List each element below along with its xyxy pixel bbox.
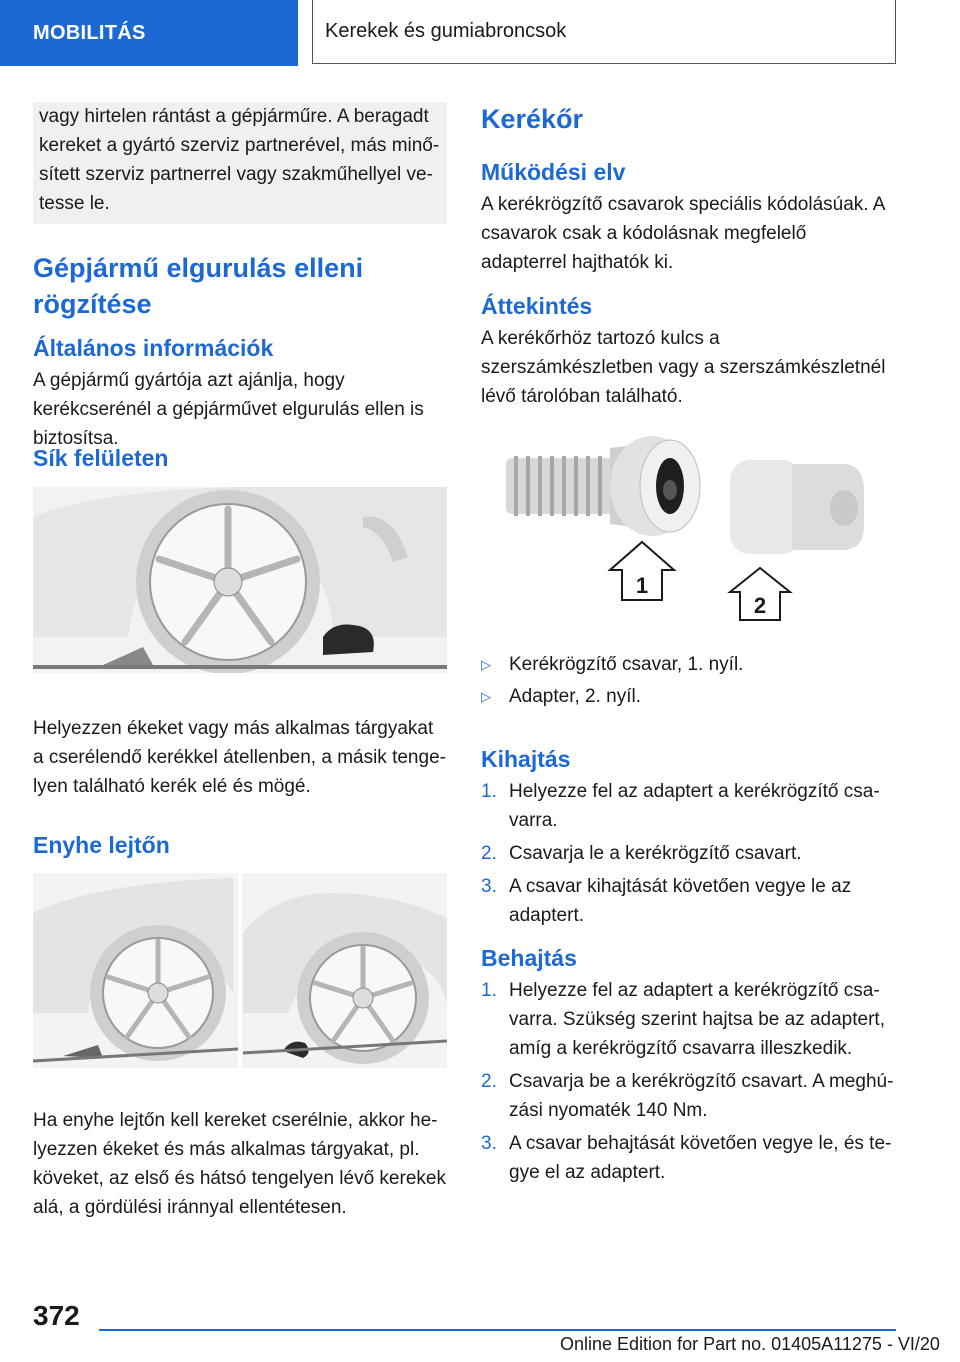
- slope-text: Ha enyhe lejtőn kell kereket cserélnie, akkor helyezzen ékeket és más alkalmas tárgyakat, pl. köveket, az első és hátsó tengelyen lévő kerekek alá, a gördülési iránnyal ellentétesen.: [33, 1110, 446, 1218]
- step-item: [481, 777, 897, 835]
- step-text: Csavarja be a kerékrögzítő csavart. A meghúzási nyomaték 140 Nm.: [509, 1071, 894, 1121]
- step-number: 1.: [481, 781, 497, 802]
- edition-note: Online Edition for Part no. 01405A11275 - VI/20: [560, 1334, 940, 1354]
- slope-wheels-image: [33, 873, 447, 1068]
- step-number: 3.: [481, 876, 497, 897]
- triangle-bullet-icon: ▷: [481, 657, 491, 672]
- step-number: 2.: [481, 1071, 497, 1092]
- parts-list: [481, 650, 897, 711]
- flat-surface-text: Helyezzen ékeket vagy más alkalmas tárgyakat a cserélendő kerékkel átellenben, a másik tengelyen található kerék elé és mögé.: [33, 718, 446, 797]
- step-text: Helyezze fel az adaptert a kerékrögzítő csavarra. Szükség szerint hajtsa be az adaptert, amíg a kerékrögzítő csavarra illeszkedik.: [509, 980, 885, 1059]
- footer-rule: [99, 1329, 896, 1331]
- list-item: [481, 682, 897, 711]
- general-info-text: A gépjármű gyártója azt ajánlja, hogy kerékcserénél a gépjárművet elgurulás ellen is biztosítsa.: [33, 370, 424, 449]
- wheel-lock-bolt-adapter-image: [492, 430, 882, 630]
- heading-principle: Működési elv: [481, 159, 626, 185]
- heading-rollaway: [33, 250, 447, 322]
- step-text: Helyezze fel az adaptert a kerékrögzítő csavarra.: [509, 781, 880, 831]
- page-number: 372: [33, 1300, 80, 1331]
- principle-text: A kerékrögzítő csavarok speciális kódolásúak. A csavarok csak a kódolásnak megfelelő adapterrel hajthatók ki.: [481, 194, 885, 273]
- step-number: 3.: [481, 1133, 497, 1154]
- step-item: [481, 976, 897, 1063]
- flat-surface-wheel-image: [33, 487, 447, 673]
- heading-removal: Kihajtás: [481, 746, 571, 772]
- removal-steps: [481, 777, 897, 930]
- step-text: A csavar kihajtását követően vegye le az adaptert.: [509, 876, 852, 926]
- step-item: [481, 1067, 897, 1125]
- arrow-2-label: 2: [753, 593, 767, 618]
- heading-slight-slope: Enyhe lejtőn: [33, 832, 170, 858]
- heading-flat-surface: Sík felületen: [33, 445, 169, 471]
- step-text: A csavar behajtását követően vegye le, és tegye el az adaptert.: [509, 1133, 892, 1183]
- list-item-text: Kerékrögzítő csavar, 1. nyíl.: [509, 654, 744, 675]
- list-item: [481, 650, 897, 679]
- heading-general-info: Általános információk: [33, 335, 274, 361]
- note-text: vagy hirtelen rántást a gépjárműre. A beragadt kereket a gyártó szerviz partnerével, más minősített szerviz partnerrel vagy szakműhellyel vetesse le.: [39, 106, 440, 214]
- heading-line1: Gépjármű elgurulás elleni: [33, 253, 364, 283]
- triangle-bullet-icon: ▷: [481, 689, 491, 704]
- heading-installation: Behajtás: [481, 945, 577, 971]
- step-item: [481, 872, 897, 930]
- heading-wheel-lock: Kerékőr: [481, 104, 584, 134]
- heading-overview: Áttekintés: [481, 293, 593, 319]
- list-item-text: Adapter, 2. nyíl.: [509, 686, 642, 707]
- step-number: 1.: [481, 980, 497, 1001]
- step-item: [481, 839, 897, 868]
- chapter-title: Kerekek és gumiabroncsok: [312, 0, 896, 64]
- warning-note-continued: [33, 102, 447, 224]
- arrow-1-label: 1: [635, 573, 649, 598]
- overview-text: A kerékőrhöz tartozó kulcs a szerszámkészletben vagy a szerszámkészletnél lévő tárolóban található.: [481, 328, 886, 407]
- step-number: 2.: [481, 843, 497, 864]
- step-text: Csavarja le a kerékrögzítő csavart.: [509, 843, 802, 864]
- section-tab: MOBILITÁS: [0, 0, 298, 66]
- step-item: [481, 1129, 897, 1187]
- installation-steps: [481, 976, 897, 1187]
- heading-line2: rögzítése: [33, 289, 152, 319]
